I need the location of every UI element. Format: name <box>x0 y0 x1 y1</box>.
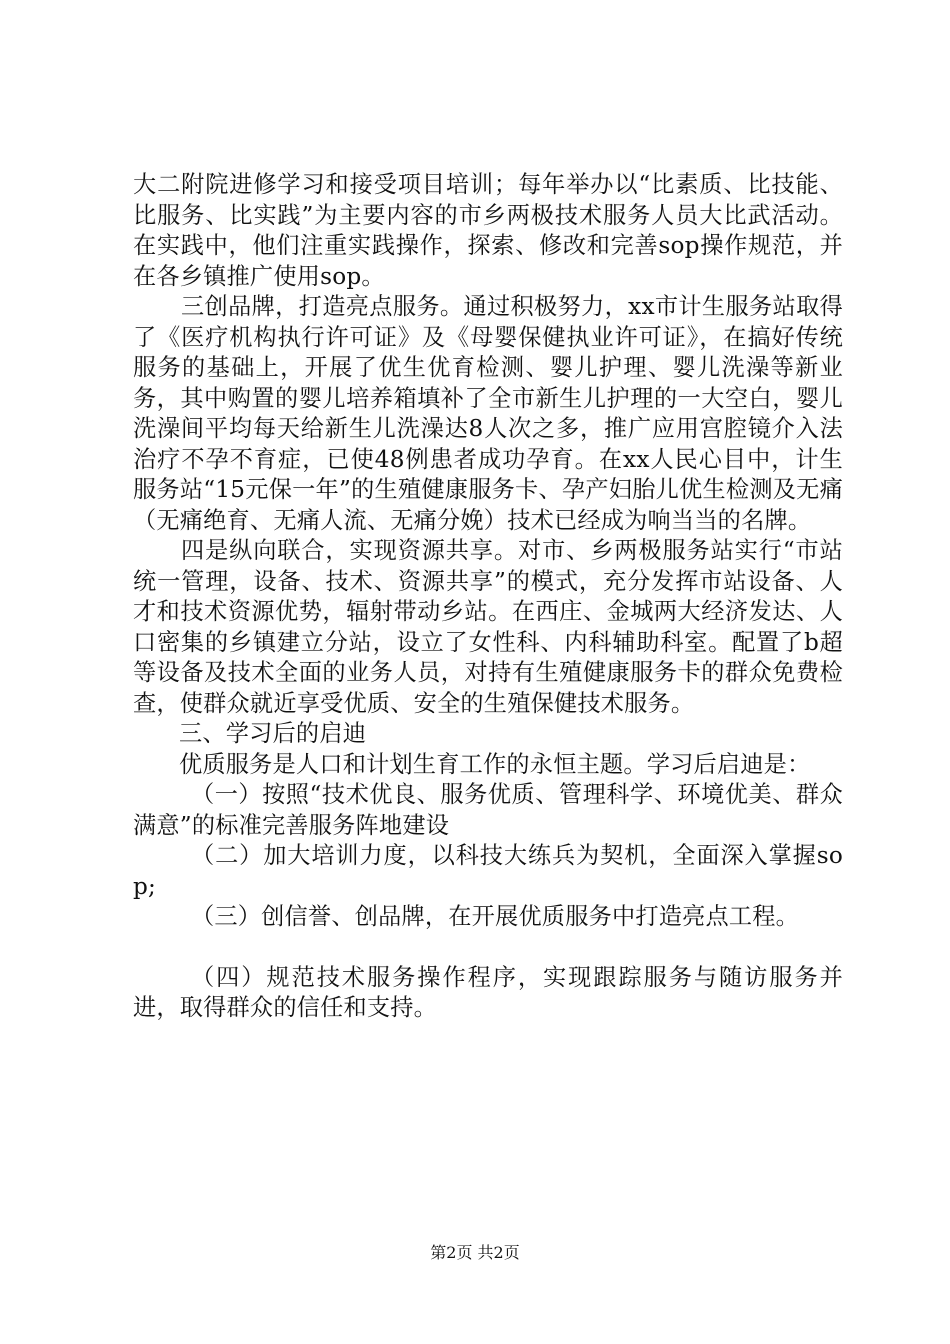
paragraph-brand: 三创品牌，打造亮点服务。通过积极努力，xx市计生服务站取得了《医疗机构执行许可证》及《母婴保健执业许可证》，在搞好传统服务的基础上，开展了优生优育检测、婴儿护理、婴儿洗澡等新业务，其中购置的婴儿培养箱填补了全市新生儿护理的一大空白，婴儿洗澡间平均每天给新生儿洗澡达8人次之多，推广应用宫腔镜介入法治疗不孕不育症，已使48例患者成功孕育。在xx人民心目中，计生服务站“15元保一年”的生殖健康服务卡、孕产妇胎儿优生检测及无痛（无痛绝育、无痛人流、无痛分娩）技术已经成为响当当的名牌。 <box>133 293 843 534</box>
paragraph-inspiration-intro: 优质服务是人口和计划生育工作的永恒主题。学习后启迪是： <box>179 750 811 778</box>
paragraph-training: 大二附院进修学习和接受项目培训；每年举办以“比素质、比技能、比服务、比实践”为主要内容的市乡两极技术服务人员大比武活动。在实践中，他们注重实践操作，探索、修改和完善sop操作规范，并在各乡镇推广使用sop。 <box>133 171 843 290</box>
page-footer: 第2页 共2页 <box>430 1243 520 1262</box>
section-heading: 三、学习后的启迪 <box>179 720 367 747</box>
list-item-4: （四）规范技术服务操作程序，实现跟踪服务与随访服务并进，取得群众的信任和支持。 <box>133 963 843 1021</box>
paragraph-resource-sharing: 四是纵向联合，实现资源共享。对市、乡两极服务站实行“市站统一管理，设备、技术、资源共享”的模式，充分发挥市站设备、人才和技术资源优势，辐射带动乡站。在西庄、金城两大经济发达、人口密集的乡镇建立分站，设立了女性科、内科辅助科室。配置了b超等设备及技术全面的业务人员，对持有生殖健康服务卡的群众免费检查，使群众就近享受优质、安全的生殖保健技术服务。 <box>133 537 843 717</box>
list-item-3: （三）创信誉、创品牌，在开展优质服务中打造亮点工程。 <box>191 903 800 930</box>
list-item-2: （二）加大培训力度，以科技大练兵为契机，全面深入掌握sop; <box>133 842 843 900</box>
list-item-1: （一）按照“技术优良、服务优质、管理科学、环境优美、群众满意”的标准完善服务阵地建设 <box>133 781 843 839</box>
document-body <box>133 170 843 1024</box>
